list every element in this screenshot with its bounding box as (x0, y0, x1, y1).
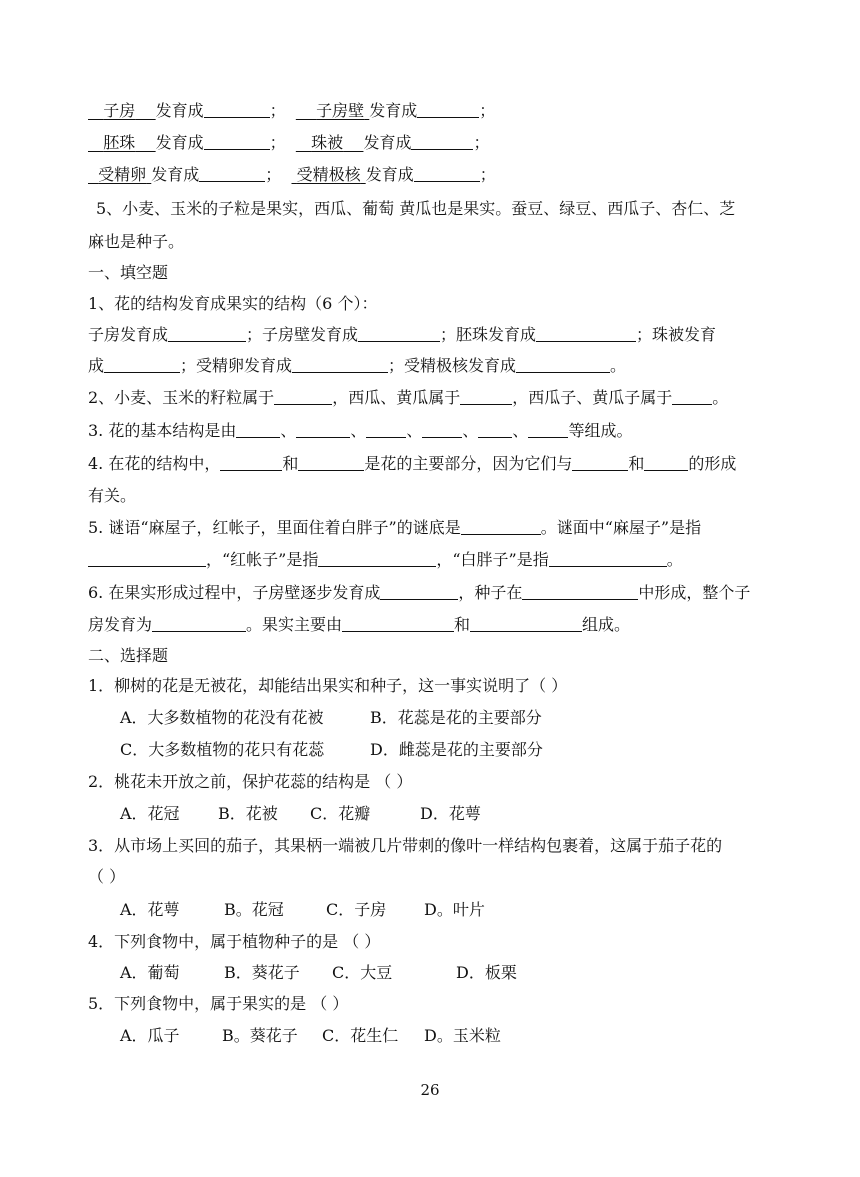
answer-blank (460, 388, 512, 405)
text: ，“红帐子”是指 (206, 550, 319, 569)
q1-line2 (88, 353, 770, 379)
answer-blank (318, 550, 436, 567)
answer-blank (422, 421, 462, 438)
semicolon: ； (473, 133, 490, 152)
answer-blank (168, 325, 246, 342)
option[interactable]: C．大豆 (332, 963, 393, 982)
fill-q4-cont: 有关。 (88, 486, 137, 505)
answer-blank (199, 165, 265, 182)
text: ，西瓜、黄瓜属于 (332, 388, 461, 407)
option[interactable]: A．大多数植物的花没有花被 (120, 708, 324, 727)
answer-blank (88, 550, 206, 567)
option[interactable]: A．花冠 (120, 804, 180, 823)
option[interactable]: C．花生仁 (322, 1026, 399, 1045)
text: 、 (406, 421, 423, 440)
text: 、 (462, 421, 479, 440)
fill-q6 (88, 580, 770, 606)
answer-blank (536, 325, 636, 342)
answer-blank (204, 101, 270, 118)
option[interactable]: A．花萼 (120, 900, 180, 919)
fill-q5 (88, 515, 770, 541)
section-heading-choice: 二、选择题 (88, 646, 169, 665)
option[interactable]: D．花萼 (420, 804, 481, 823)
answer-blank (342, 615, 454, 632)
text: ；受精极核发育成 (388, 356, 517, 375)
option[interactable]: C．子房 (326, 900, 387, 919)
answer-blank (572, 454, 628, 471)
answer-blank (152, 615, 246, 632)
tail: 发育成 (369, 101, 418, 120)
q1-stem: 1、花的结构发育成果实的结构（6 个）： (88, 294, 378, 313)
answer-blank (236, 421, 280, 438)
text: 。 (666, 550, 683, 569)
text: 房发育为 (88, 615, 153, 634)
fill-q5-cont (88, 547, 770, 573)
mc-q4-options (120, 960, 770, 986)
text: 。 (610, 356, 627, 375)
text: 和 (628, 454, 645, 473)
answer-blank (672, 388, 712, 405)
fill-q2 (88, 385, 770, 411)
answer-blank (380, 583, 458, 600)
text: 、 (350, 421, 367, 440)
text: 。谜面中“麻屋子”是指 (540, 518, 702, 537)
answer-blank (274, 388, 332, 405)
option[interactable]: B。葵花子 (222, 1026, 298, 1045)
answer-blank (516, 356, 610, 373)
option[interactable]: B．葵花子 (224, 963, 300, 982)
semicolon: ； (269, 133, 286, 152)
note-5-cont: 麻也是种子。 (88, 232, 185, 251)
option[interactable]: C．大多数植物的花只有花蕊 (120, 740, 325, 759)
tail: 发育成 (365, 165, 414, 184)
q1-line1 (88, 322, 770, 348)
answer-blank (292, 356, 388, 373)
mc-q2-options (120, 801, 770, 827)
mc-q3-stem-cont: （ ） (88, 867, 126, 886)
answer-blank (414, 165, 480, 182)
option[interactable]: B。花冠 (224, 900, 284, 919)
answer-blank (461, 518, 541, 535)
text: ；子房壁发育成 (246, 325, 359, 344)
option[interactable]: B．花蕊是花的主要部分 (370, 708, 542, 727)
mc-q5-stem: 5．下列食物中，属于果实的是 （ ） (88, 994, 349, 1013)
text: ；胚珠发育成 (440, 325, 537, 344)
text: 和 (282, 454, 299, 473)
mc-q3-stem: 3．从市场上买回的茄子，其果柄一端被几片带刺的像叶一样结构包裹着，这属于茄子花的 (88, 836, 723, 855)
text: 5. 谜语“麻屋子，红帐子，里面住着白胖子”的谜底是 (88, 518, 461, 537)
answer-blank (358, 325, 440, 342)
text: ，种子在 (458, 583, 523, 602)
text: 、 (280, 421, 297, 440)
term: 受精极核 (296, 165, 361, 184)
answer-blank (528, 421, 568, 438)
mc-q1-stem: 1．柳树的花是无被花，却能结出果实和种子，这一事实说明了（ ） (88, 676, 568, 695)
answer-blank (104, 356, 180, 373)
text: 2、小麦、玉米的籽粒属于 (88, 388, 275, 407)
answer-blank (366, 421, 406, 438)
option[interactable]: D。叶片 (424, 900, 485, 919)
answer-blank (296, 421, 350, 438)
answer-blank (522, 583, 638, 600)
answer-blank (417, 101, 479, 118)
text: 等组成。 (568, 421, 633, 440)
mc-q1-options-row1 (120, 705, 770, 731)
note-5: 5、小麦、玉米的子粒是果实，西瓜、葡萄 黄瓜也是果实。蚕豆、绿豆、西瓜子、杏仁、芝 (96, 199, 736, 218)
term: 子房壁 (316, 101, 365, 120)
answer-blank (220, 454, 282, 471)
option[interactable]: A．瓜子 (120, 1026, 180, 1045)
text: ，“白胖子”是指 (436, 550, 549, 569)
mc-q3-options (120, 897, 770, 923)
answer-blank (478, 421, 512, 438)
tail: 发育成 (155, 133, 204, 152)
answer-blank (470, 615, 582, 632)
text: 。果实主要由 (246, 615, 343, 634)
option[interactable]: C．花瓣 (310, 804, 371, 823)
semicolon: ； (265, 165, 282, 184)
mc-q1-options-row2 (120, 737, 770, 763)
tail: 发育成 (151, 165, 200, 184)
semicolon: ； (479, 101, 496, 120)
text: 中形成，整个子 (638, 583, 751, 602)
text: 子房发育成 (88, 325, 169, 344)
answer-blank (298, 454, 364, 471)
text: 和 (454, 615, 471, 634)
review-line-3 (88, 162, 770, 188)
text: 3. 花的基本结构是由 (88, 421, 237, 440)
term: 子房 (103, 101, 136, 120)
review-line-2 (88, 130, 770, 156)
option[interactable]: D．板栗 (456, 963, 517, 982)
review-line-1 (88, 98, 770, 124)
mc-q4-stem: 4．下列食物中，属于植物种子的是 （ ） (88, 932, 381, 951)
option[interactable]: A．葡萄 (120, 963, 180, 982)
section-heading-fill: 一、填空题 (88, 263, 169, 282)
text: 组成。 (582, 615, 631, 634)
mc-q5-options (120, 1023, 770, 1049)
tail: 发育成 (363, 133, 412, 152)
answer-blank (204, 133, 270, 150)
fill-q3 (88, 418, 770, 444)
semicolon: ； (269, 101, 286, 120)
answer-blank (644, 454, 688, 471)
text: ；珠被发育 (636, 325, 717, 344)
answer-blank (411, 133, 473, 150)
term: 珠被 (311, 133, 344, 152)
fill-q6-cont (88, 612, 770, 638)
page-number: 26 (420, 1081, 440, 1099)
option[interactable]: D．雌蕊是花的主要部分 (370, 740, 543, 759)
semicolon: ； (479, 165, 496, 184)
text: 的形成 (688, 454, 737, 473)
text: 6. 在果实形成过程中，子房壁逐步发育成 (88, 583, 381, 602)
option[interactable]: D。玉米粒 (424, 1026, 501, 1045)
mc-q2-stem: 2．桃花未开放之前，保护花蕊的结构是 （ ） (88, 772, 413, 791)
text: 成 (88, 356, 105, 375)
term: 胚珠 (103, 133, 136, 152)
text: 是花的主要部分，因为它们与 (364, 454, 573, 473)
text: 4. 在花的结构中， (88, 454, 221, 473)
option[interactable]: B．花被 (218, 804, 278, 823)
term: 受精卵 (98, 165, 147, 184)
text: 。 (712, 388, 729, 407)
text: ；受精卵发育成 (180, 356, 293, 375)
text: ，西瓜子、黄瓜子属于 (512, 388, 673, 407)
answer-blank (549, 550, 667, 567)
text: 、 (512, 421, 529, 440)
fill-q4 (88, 451, 770, 477)
tail: 发育成 (155, 101, 204, 120)
